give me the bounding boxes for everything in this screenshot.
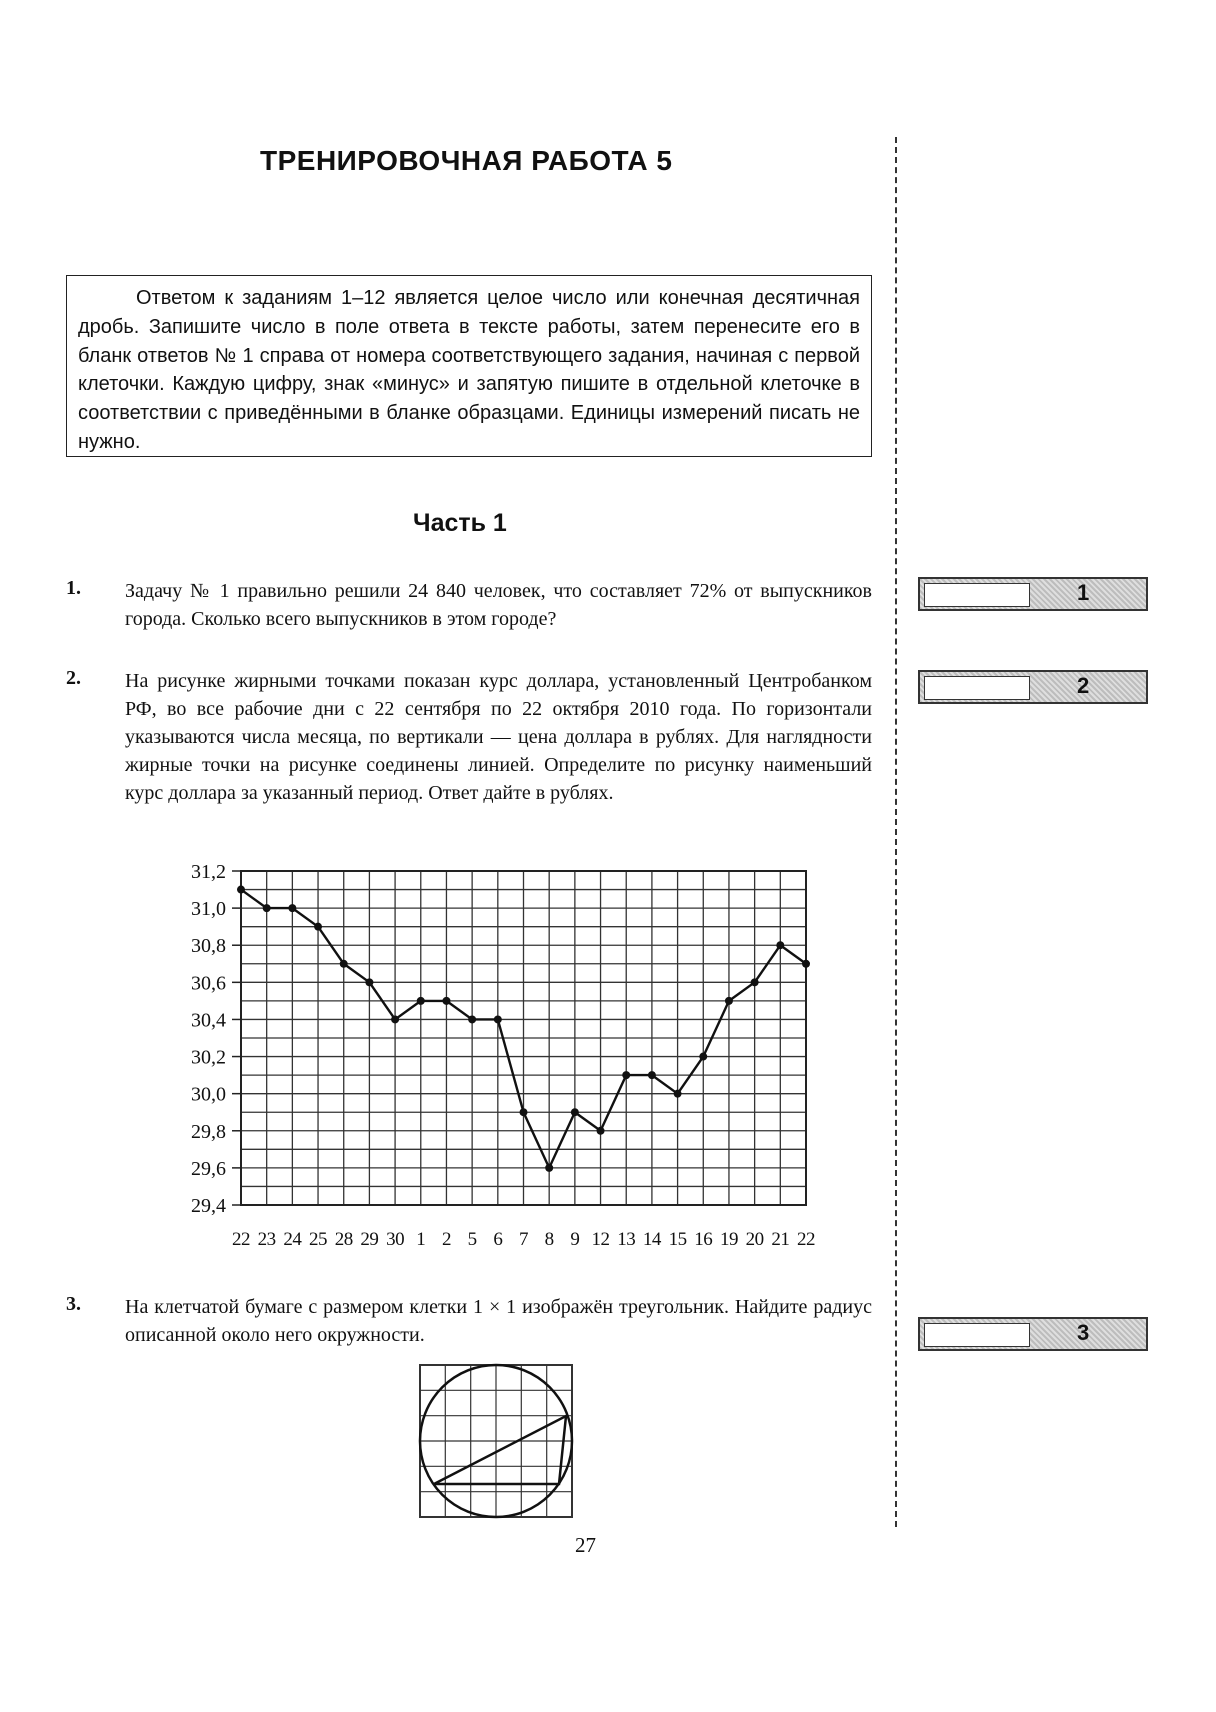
data-point: [288, 904, 296, 912]
data-point: [699, 1053, 707, 1061]
part-title: Часть 1: [413, 509, 507, 537]
answer-box-3[interactable]: [918, 1317, 1148, 1351]
data-point: [674, 1090, 682, 1098]
answer-box-1-number: 1: [1077, 580, 1090, 605]
page-title: ТРЕНИРОВОЧНАЯ РАБОТА 5: [260, 145, 673, 176]
y-tick-label: 30,6: [191, 972, 226, 995]
data-point: [391, 1015, 399, 1023]
question-2-text: На рисунке жирными точками показан курс доллара, установленный Центробанком РФ, во все рабочие дни с 22 сентября по 22 октября 2010 года. По горизонтали указываются числа месяца, по вертикали — цена доллара в рублях. Для наглядности жирные точки на рисунке соединены линией. Определите по рисунку наименьший курс доллара за указанный период. Ответ дайте в рублях.: [125, 670, 872, 804]
y-tick-label: 29,4: [191, 1195, 226, 1217]
data-point: [545, 1164, 553, 1172]
data-point: [263, 904, 271, 912]
x-tick-label: 22: [797, 1229, 815, 1250]
y-tick-label: 29,6: [191, 1157, 226, 1180]
data-point: [725, 997, 733, 1005]
y-tick-label: 31,0: [191, 898, 226, 921]
y-tick-label: 30,4: [191, 1009, 226, 1032]
data-point: [417, 997, 425, 1005]
triangle-circle-figure: [418, 1363, 580, 1519]
x-tick-label: 23: [257, 1229, 276, 1250]
data-point: [494, 1015, 502, 1023]
x-tick-label: 5: [467, 1229, 477, 1250]
data-point: [237, 886, 245, 894]
x-tick-label: 28: [334, 1229, 353, 1250]
question-1-text: Задачу № 1 правильно решили 24 840 человек, что составляет 72% от выпускников города. Сколько всего выпускников в этом городе?: [125, 580, 872, 630]
x-tick-label: 30: [386, 1229, 405, 1250]
data-point: [520, 1108, 528, 1116]
answer-box-2-number: 2: [1077, 673, 1090, 698]
x-tick-label: 2: [441, 1229, 451, 1250]
x-tick-label: 6: [493, 1229, 503, 1250]
data-point: [776, 941, 784, 949]
answer-box-3-number: 3: [1077, 1320, 1090, 1345]
x-tick-label: 16: [694, 1229, 713, 1250]
data-point: [648, 1071, 656, 1079]
x-tick-label: 15: [668, 1229, 687, 1250]
x-tick-label: 21: [771, 1229, 790, 1250]
data-point: [802, 960, 810, 968]
question-1-number: 1.: [66, 577, 81, 599]
y-tick-label: 30,2: [191, 1046, 226, 1069]
data-point: [314, 923, 322, 931]
page-number: 27: [575, 1533, 596, 1557]
data-point: [468, 1015, 476, 1023]
data-point: [622, 1071, 630, 1079]
x-tick-label: 8: [544, 1229, 554, 1250]
y-tick-label: 31,2: [191, 861, 226, 883]
data-point: [340, 960, 348, 968]
data-point: [597, 1127, 605, 1135]
y-tick-label: 30,0: [191, 1083, 226, 1106]
y-tick-label: 30,8: [191, 935, 226, 958]
question-3-text: На клетчатой бумаге с размером клетки 1 × 1 изображён треугольник. Найдите радиус описанной около него окружности.: [125, 1296, 872, 1346]
data-point: [571, 1108, 579, 1116]
x-tick-label: 12: [591, 1229, 610, 1250]
x-tick-label: 1: [416, 1229, 426, 1250]
question-2-number: 2.: [66, 667, 81, 689]
x-tick-label: 25: [309, 1229, 328, 1250]
x-tick-label: 9: [570, 1229, 580, 1250]
x-tick-label: 14: [642, 1229, 661, 1250]
x-tick-label: 19: [719, 1229, 738, 1250]
data-point: [442, 997, 450, 1005]
data-point: [365, 978, 373, 986]
x-tick-label: 22: [232, 1229, 250, 1250]
y-tick-label: 29,8: [191, 1120, 226, 1143]
answer-field-3[interactable]: [924, 1323, 1030, 1347]
x-tick-label: 20: [745, 1229, 764, 1250]
x-tick-label: 13: [617, 1229, 636, 1250]
x-tick-label: 24: [283, 1229, 302, 1250]
x-tick-label: 7: [519, 1229, 528, 1250]
data-point: [751, 978, 759, 986]
x-tick-label: 29: [360, 1229, 379, 1250]
instructions-text: Ответом к заданиям 1–12 является целое число или конечная десятичная дробь. Запишите число в поле ответа в тексте работы, затем перенесите его в бланк ответов № 1 справа от номера соответствующего задания, начиная с первой клеточки. Каждую цифру, знак «минус» и запятую пишите в отдельной клеточке в соответствии с приведёнными в бланке образцами. Единицы измерений писать не нужно.: [78, 287, 860, 453]
question-3-number: 3.: [66, 1293, 81, 1315]
